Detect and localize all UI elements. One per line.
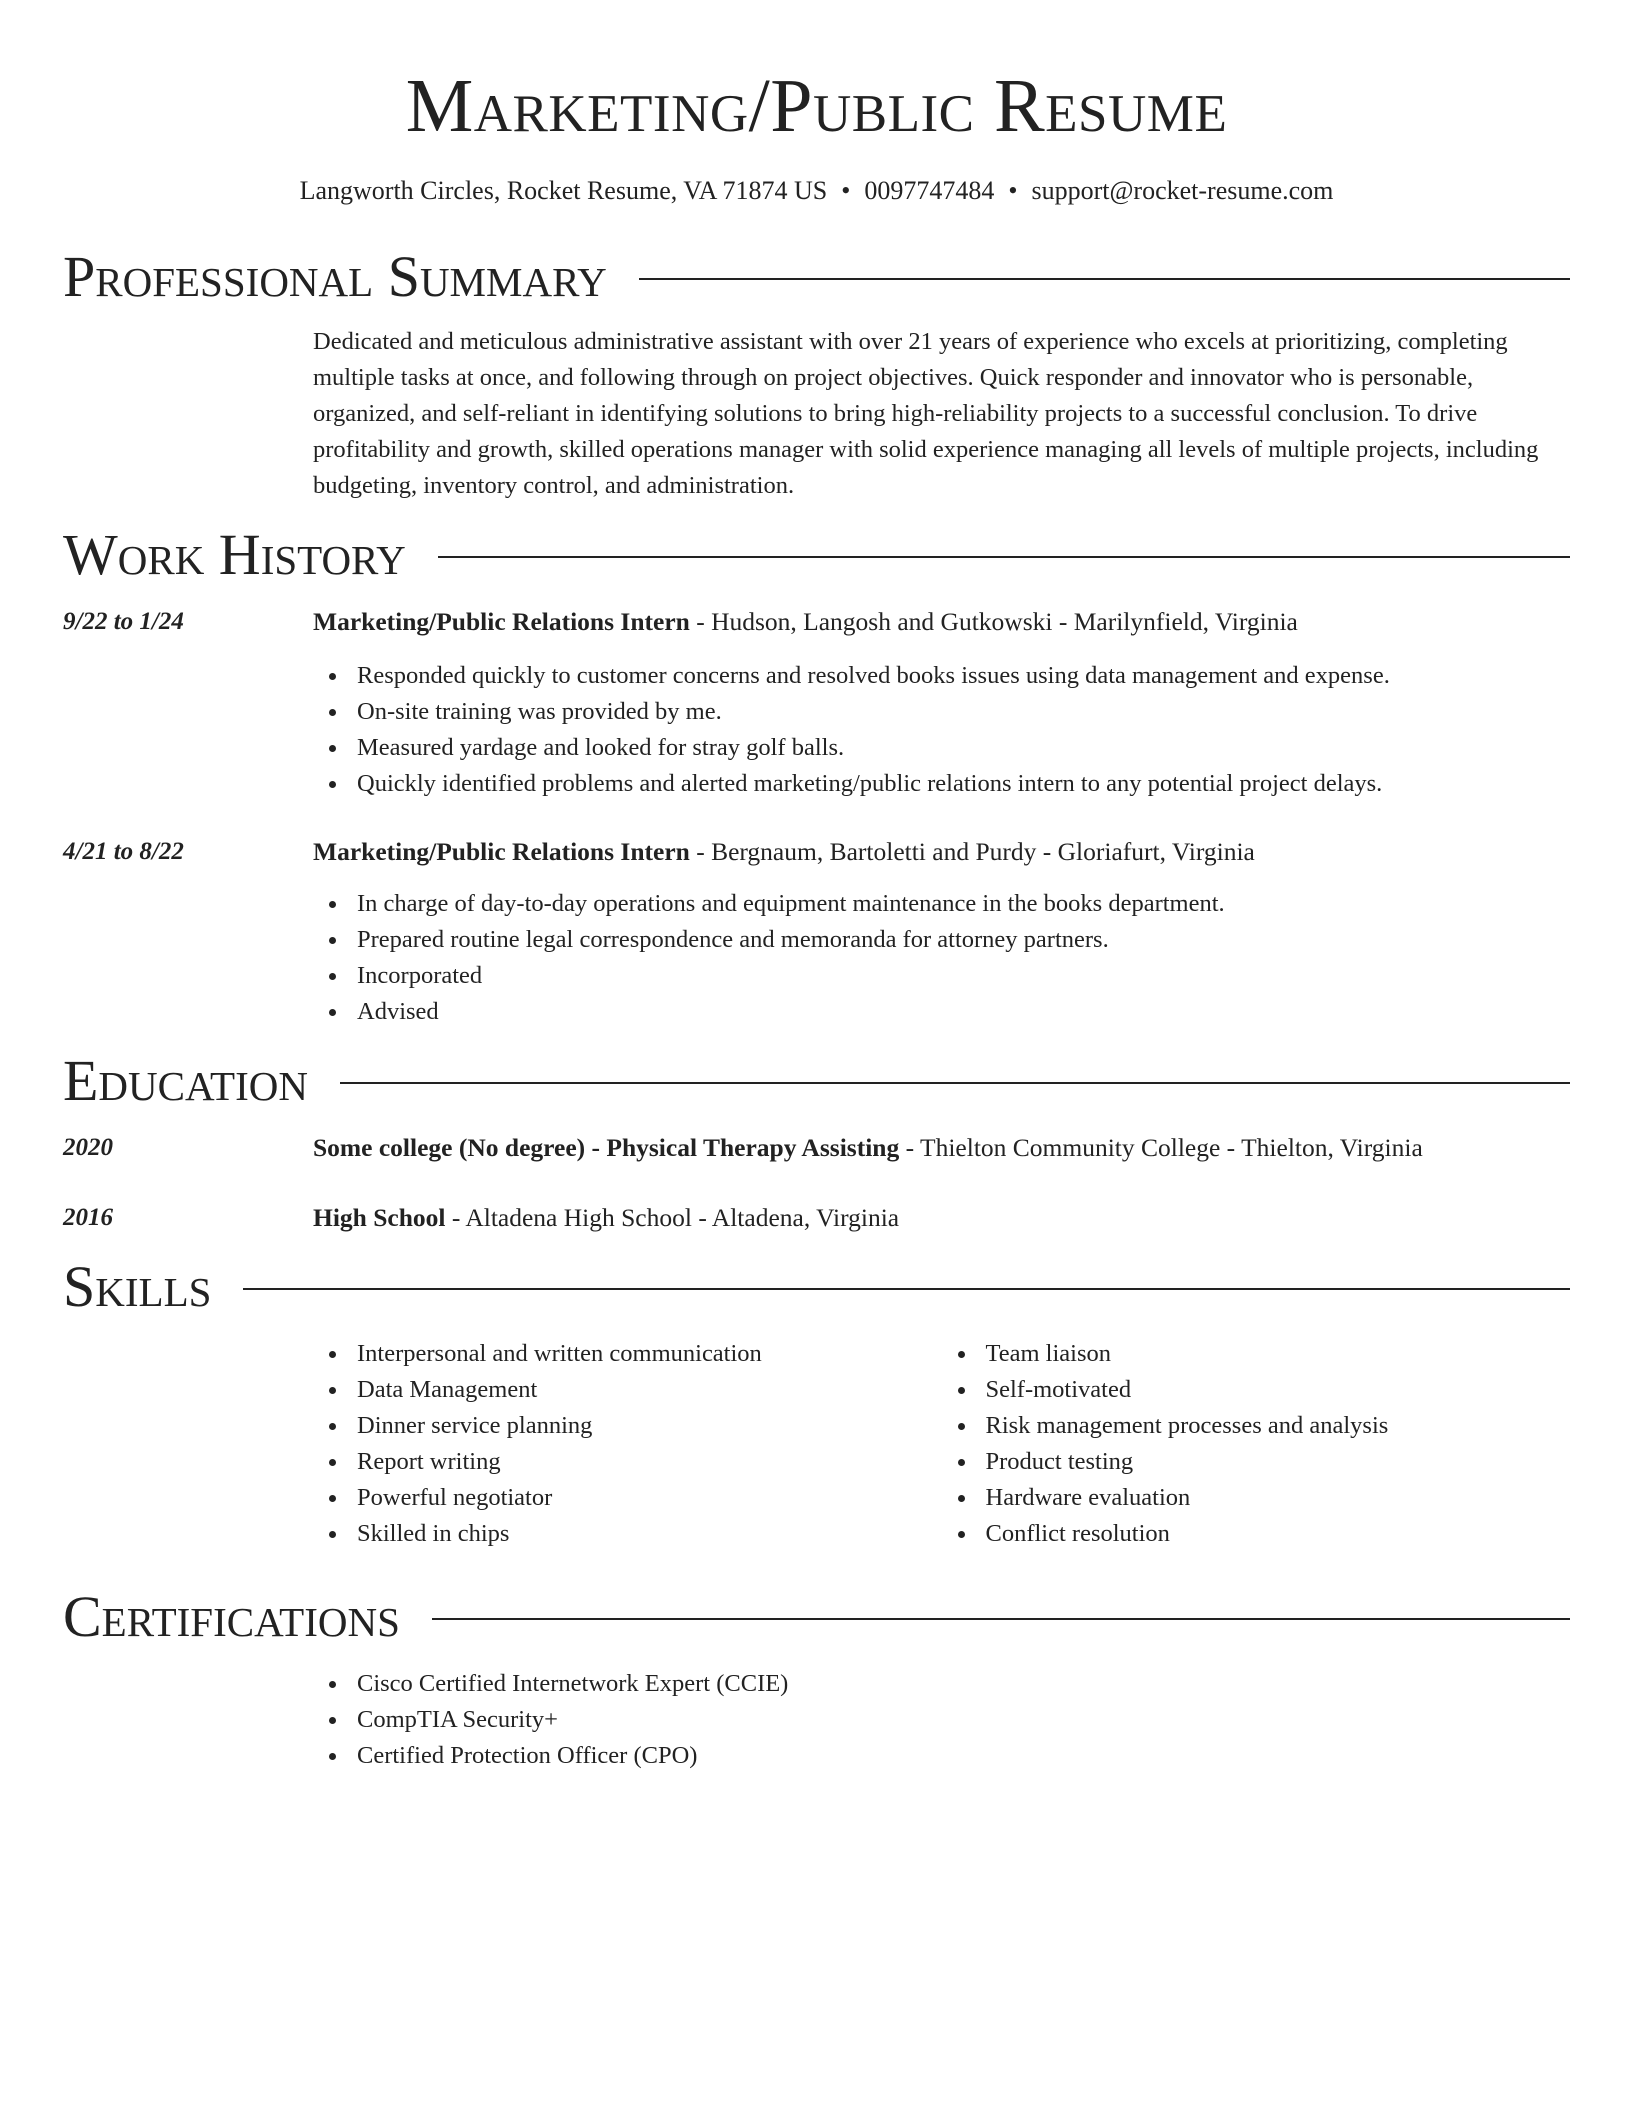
skills-list-left <box>313 1336 942 1552</box>
list-item: Hardware evaluation <box>986 1480 1571 1516</box>
list-item: Risk management processes and analysis <box>986 1408 1571 1444</box>
list-item: Data Management <box>357 1372 942 1408</box>
section-header <box>63 1044 1570 1118</box>
list-item: Self-motivated <box>986 1372 1571 1408</box>
skills-section <box>63 1250 1570 1552</box>
section-header <box>63 518 1570 592</box>
job-title-line <box>313 604 1570 640</box>
list-item: Quickly identified problems and alerted marketing/public relations intern to any potential project delays. <box>357 766 1570 802</box>
education-degree: Some college (No degree) - Physical Therapy Assisting <box>313 1133 900 1162</box>
job-dates: 9/22 to 1/24 <box>63 608 184 635</box>
job-employer: - Bergnaum, Bartoletti and Purdy - Gloriafurt, Virginia <box>689 837 1255 866</box>
list-item: Conflict resolution <box>986 1516 1571 1552</box>
section-divider <box>438 556 1570 558</box>
contact-email[interactable]: support@rocket-resume.com <box>1031 176 1334 205</box>
education-entry <box>63 1200 1570 1236</box>
contact-address: Langworth Circles, Rocket Resume, VA 71874 US <box>299 176 828 205</box>
job-entry <box>63 834 1570 1030</box>
job-employer: - Hudson, Langosh and Gutkowski - Marilynfield, Virginia <box>689 607 1298 636</box>
list-item: Report writing <box>357 1444 942 1480</box>
section-divider <box>243 1288 1570 1290</box>
job-role: Marketing/Public Relations Intern <box>313 607 690 636</box>
list-item: Skilled in chips <box>357 1516 942 1552</box>
education-school: - Altadena High School - Altadena, Virginia <box>445 1203 900 1232</box>
list-item: Dinner service planning <box>357 1408 942 1444</box>
section-divider <box>432 1618 1570 1620</box>
certifications-list <box>313 1666 1570 1774</box>
list-item: Measured yardage and looked for stray golf balls. <box>357 730 1570 766</box>
section-divider <box>639 278 1570 280</box>
section-header <box>63 240 1570 314</box>
certifications-section <box>63 1580 1570 1774</box>
education-heading: Education <box>63 1048 308 1113</box>
list-item: In charge of day-to-day operations and equipment maintenance in the books department. <box>357 886 1570 922</box>
education-year: 2020 <box>63 1134 113 1161</box>
certifications-heading: Certifications <box>63 1584 400 1649</box>
summary-section <box>63 240 1570 504</box>
education-degree: High School <box>313 1203 446 1232</box>
summary-row <box>63 324 1570 504</box>
work-history-section <box>63 518 1570 1030</box>
contact-separator: • <box>1008 176 1018 205</box>
job-duties-list <box>313 658 1570 802</box>
list-item: Advised <box>357 994 1570 1030</box>
certifications-row <box>63 1666 1570 1774</box>
education-entry <box>63 1130 1570 1166</box>
list-item: Responded quickly to customer concerns and resolved books issues using data management and expense. <box>357 658 1570 694</box>
contact-line <box>63 178 1570 204</box>
summary-text: Dedicated and meticulous administrative assistant with over 21 years of experience who excels at prioritizing, completing multiple tasks at once, and following through on project objectives. Quick responder and innovator who is personable, organized, and self-reliant in identifying solutions to bring high-reliability projects to a successful conclusion. To drive profitability and growth, skilled operations manager with solid experience managing all levels of multiple projects, including budgeting, inventory control, and administration. <box>313 328 1539 499</box>
list-item: Interpersonal and written communication <box>357 1336 942 1372</box>
contact-phone: 0097747484 <box>864 176 995 205</box>
skills-grid <box>313 1336 1570 1552</box>
skills-heading: Skills <box>63 1254 212 1319</box>
section-header <box>63 1580 1570 1654</box>
resume-title: Marketing/Public Resume <box>405 64 1228 148</box>
list-item: CompTIA Security+ <box>357 1702 1570 1738</box>
job-role: Marketing/Public Relations Intern <box>313 837 690 866</box>
job-title-line <box>313 834 1570 870</box>
education-section <box>63 1044 1570 1236</box>
work-history-heading: Work History <box>63 522 406 587</box>
section-divider <box>340 1082 1570 1084</box>
list-item: Cisco Certified Internetwork Expert (CCIE) <box>357 1666 1570 1702</box>
education-year: 2016 <box>63 1204 113 1231</box>
education-school: - Thielton Community College - Thielton, Virginia <box>899 1133 1423 1162</box>
job-entry <box>63 604 1570 802</box>
job-duties-list <box>313 886 1570 1030</box>
list-item: Certified Protection Officer (CPO) <box>357 1738 1570 1774</box>
list-item: On-site training was provided by me. <box>357 694 1570 730</box>
job-dates: 4/21 to 8/22 <box>63 838 184 865</box>
skills-row <box>63 1336 1570 1552</box>
contact-separator: • <box>841 176 851 205</box>
list-item: Incorporated <box>357 958 1570 994</box>
summary-heading: Professional Summary <box>63 244 607 309</box>
list-item: Powerful negotiator <box>357 1480 942 1516</box>
resume-header <box>63 62 1570 204</box>
list-item: Prepared routine legal correspondence and memoranda for attorney partners. <box>357 922 1570 958</box>
skills-list-right <box>942 1336 1571 1552</box>
list-item: Product testing <box>986 1444 1571 1480</box>
list-item: Team liaison <box>986 1336 1571 1372</box>
section-header <box>63 1250 1570 1324</box>
